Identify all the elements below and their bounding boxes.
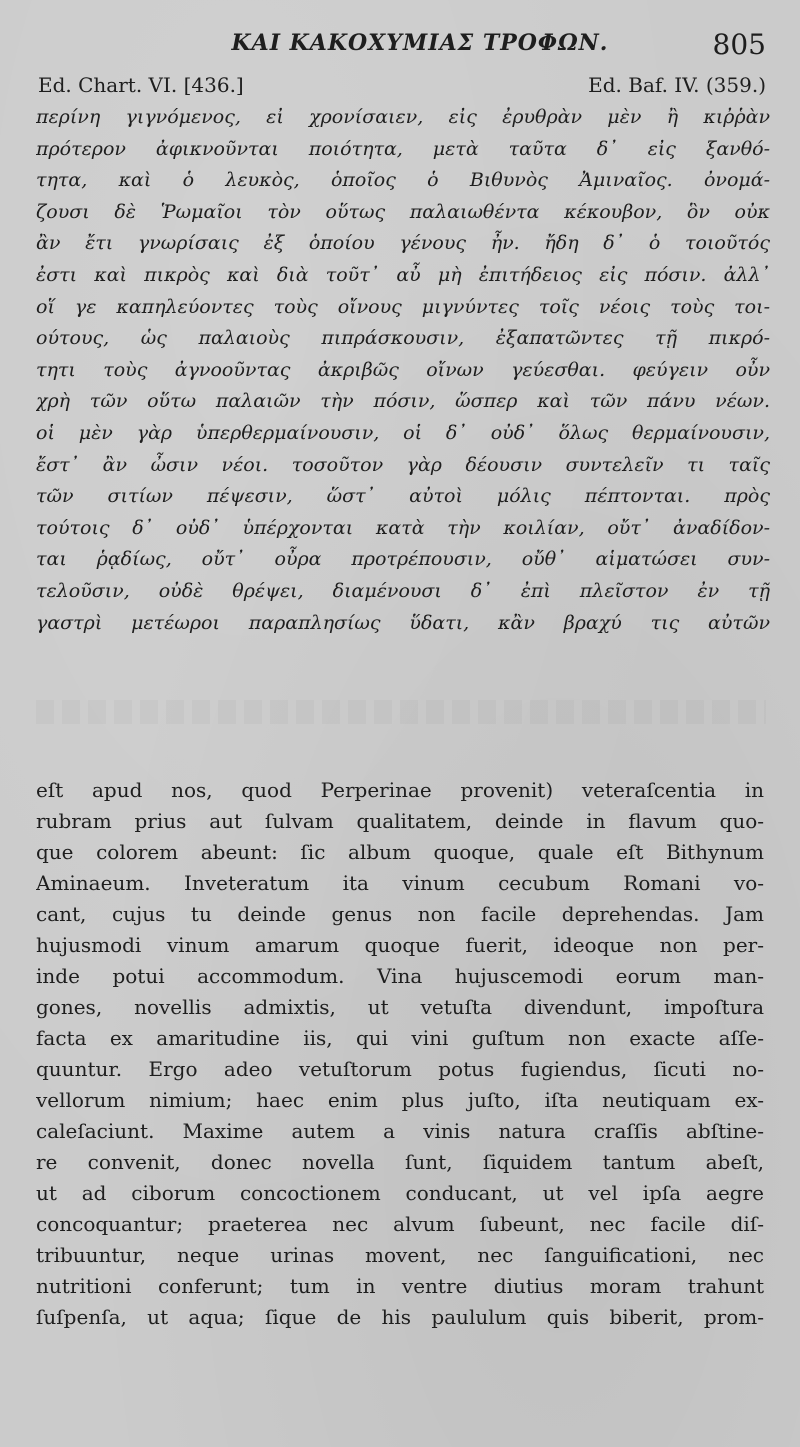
greek-line: περίνη γιγνόμενος, εἰ χρονίσαιεν, εἰς ἐρυθρὰν μὲν ἢ κιῤῥὰν xyxy=(36,106,770,128)
latin-line: Aminaeum. Inveteratum ita vinum cecubum Romani vo- xyxy=(36,871,764,895)
latin-line: nutritioni conferunt; tum in ventre diutius moram trahunt xyxy=(36,1274,764,1298)
latin-line: rubram prius aut ſulvam qualitatem, deinde in flavum quo- xyxy=(36,809,764,833)
greek-line: τελοῦσιν, οὐδὲ θρέψει, διαμένουσι δ᾽ ἐπὶ πλεῖστον ἐν τῇ xyxy=(36,579,770,602)
greek-line: χρὴ τῶν οὕτω παλαιῶν τὴν πόσιν, ὥσπερ καὶ τῶν πάνυ νέων. xyxy=(36,390,770,413)
latin-line: ut ad ciborum concoctionem conducant, ut vel ipſa aegre xyxy=(36,1181,764,1205)
greek-line: τητι τοὺς ἀγνοοῦντας ἀκριβῶς οἴνων γεύεσθαι. φεύγειν οὖν xyxy=(36,358,770,381)
latin-line: tribuuntur, neque urinas movent, nec ſanguificationi, nec xyxy=(36,1243,764,1267)
latin-line: inde potui accommodum. Vina hujuscemodi eorum man- xyxy=(36,964,764,988)
latin-line: vellorum nimium; haec enim plus juſto, iſta neutiquam ex- xyxy=(36,1088,764,1112)
greek-line: γαστρὶ μετέωροι παραπλησίως ὕδατι, κἂν βραχύ τις αὐτῶν xyxy=(36,611,770,634)
running-title: ΚΑΙ ΚΑΚΟΧΥΜΙΑΣ ΤΡΟΦΩΝ. xyxy=(231,30,609,56)
edition-reference-line xyxy=(38,73,766,103)
greek-line: ἐστι καὶ πικρὸς καὶ διὰ τοῦτ᾽ αὖ μὴ ἐπιτήδειος εἰς πόσιν. ἀλλ᾽ xyxy=(36,263,770,286)
running-head xyxy=(60,28,780,68)
greek-line: οἱ μὲν γὰρ ὑπερθερμαίνουσιν, οἱ δ᾽ οὐδ᾽ ὅλως θερμαίνουσιν, xyxy=(36,421,770,444)
latin-line: re convenit, donec novella ſunt, ſiquidem tantum abeſt, xyxy=(36,1150,764,1174)
latin-line: eſt apud nos, quod Perperinae provenit) veteraſcentia in xyxy=(36,778,764,802)
latin-line: caleſaciunt. Maxime autem a vinis natura craſſis abſtine- xyxy=(36,1119,764,1143)
bleed-through-shadow xyxy=(36,700,766,724)
latin-line: que colorem abeunt: ſic album quoque, quale eſt Bithynum xyxy=(36,840,764,864)
latin-line: cant, cujus tu deinde genus non facile deprehendas. Jam xyxy=(36,902,764,926)
greek-line: τητα, καὶ ὁ λευκὸς, ὁποῖος ὁ Βιθυνὸς Ἀμιναῖος. ὀνομά- xyxy=(36,169,770,192)
greek-line: ζουσι δὲ Ῥωμαῖοι τὸν οὕτως παλαιωθέντα κέκουβον, ὃν οὐκ xyxy=(36,200,770,223)
latin-line: quuntur. Ergo adeo vetuſtorum potus fugiendus, ſicuti no- xyxy=(36,1057,764,1081)
greek-line: ται ῥᾳδίως, οὔτ᾽ οὖρα προτρέπουσιν, οὔθ᾽ αἱματώσει συν- xyxy=(36,548,770,571)
edition-reference-basel: Ed. Baf. IV. (359.) xyxy=(588,73,766,97)
latin-line: ſuſpenſa, ut aqua; ſique de his paululum quis biberit, prom- xyxy=(36,1305,764,1329)
greek-line: τῶν σιτίων πέψεσιν, ὥστ᾽ αὐτοὶ μόλις πέπτονται. πρὸς xyxy=(36,485,770,508)
latin-line: facta ex amaritudine iis, qui vini guſtum non exacte aſſe- xyxy=(36,1026,764,1050)
edition-reference-chart: Ed. Chart. VI. [436.] xyxy=(38,73,244,97)
latin-text-block xyxy=(36,775,764,1333)
greek-text-block xyxy=(36,102,770,639)
latin-line: concoquantur; praeterea nec alvum ſubeunt, nec facile diſ- xyxy=(36,1212,764,1236)
latin-line: hujusmodi vinum amarum quoque fuerit, ideoque non per- xyxy=(36,933,764,957)
latin-line: gones, novellis admixtis, ut vetuſta divendunt, impoſtura xyxy=(36,995,764,1019)
greek-line: τούτοις δ᾽ οὐδ᾽ ὑπέρχονται κατὰ τὴν κοιλίαν, οὔτ᾽ ἀναδίδον- xyxy=(36,516,770,539)
greek-line: ἂν ἔτι γνωρίσαις ἐξ ὁποίου γένους ἦν. ἤδη δ᾽ ὁ τοιοῦτός xyxy=(36,232,770,255)
greek-line: ούτους, ὡς παλαιοὺς πιπράσκουσιν, ἐξαπατῶντες τῇ πικρό- xyxy=(36,327,770,350)
greek-line: ἔστ᾽ ἂν ὦσιν νέοι. τοσοῦτον γὰρ δέουσιν συντελεῖν τι ταῖς xyxy=(36,453,770,476)
page-number: 805 xyxy=(712,28,766,61)
greek-line: οἵ γε καπηλεύοντες τοὺς οἴνους μιγνύντες τοῖς νέοις τοὺς τοι- xyxy=(36,295,770,318)
greek-line: πρότερον ἀφικνοῦνται ποιότητα, μετὰ ταῦτα δ᾽ εἰς ξανθό- xyxy=(36,137,770,160)
